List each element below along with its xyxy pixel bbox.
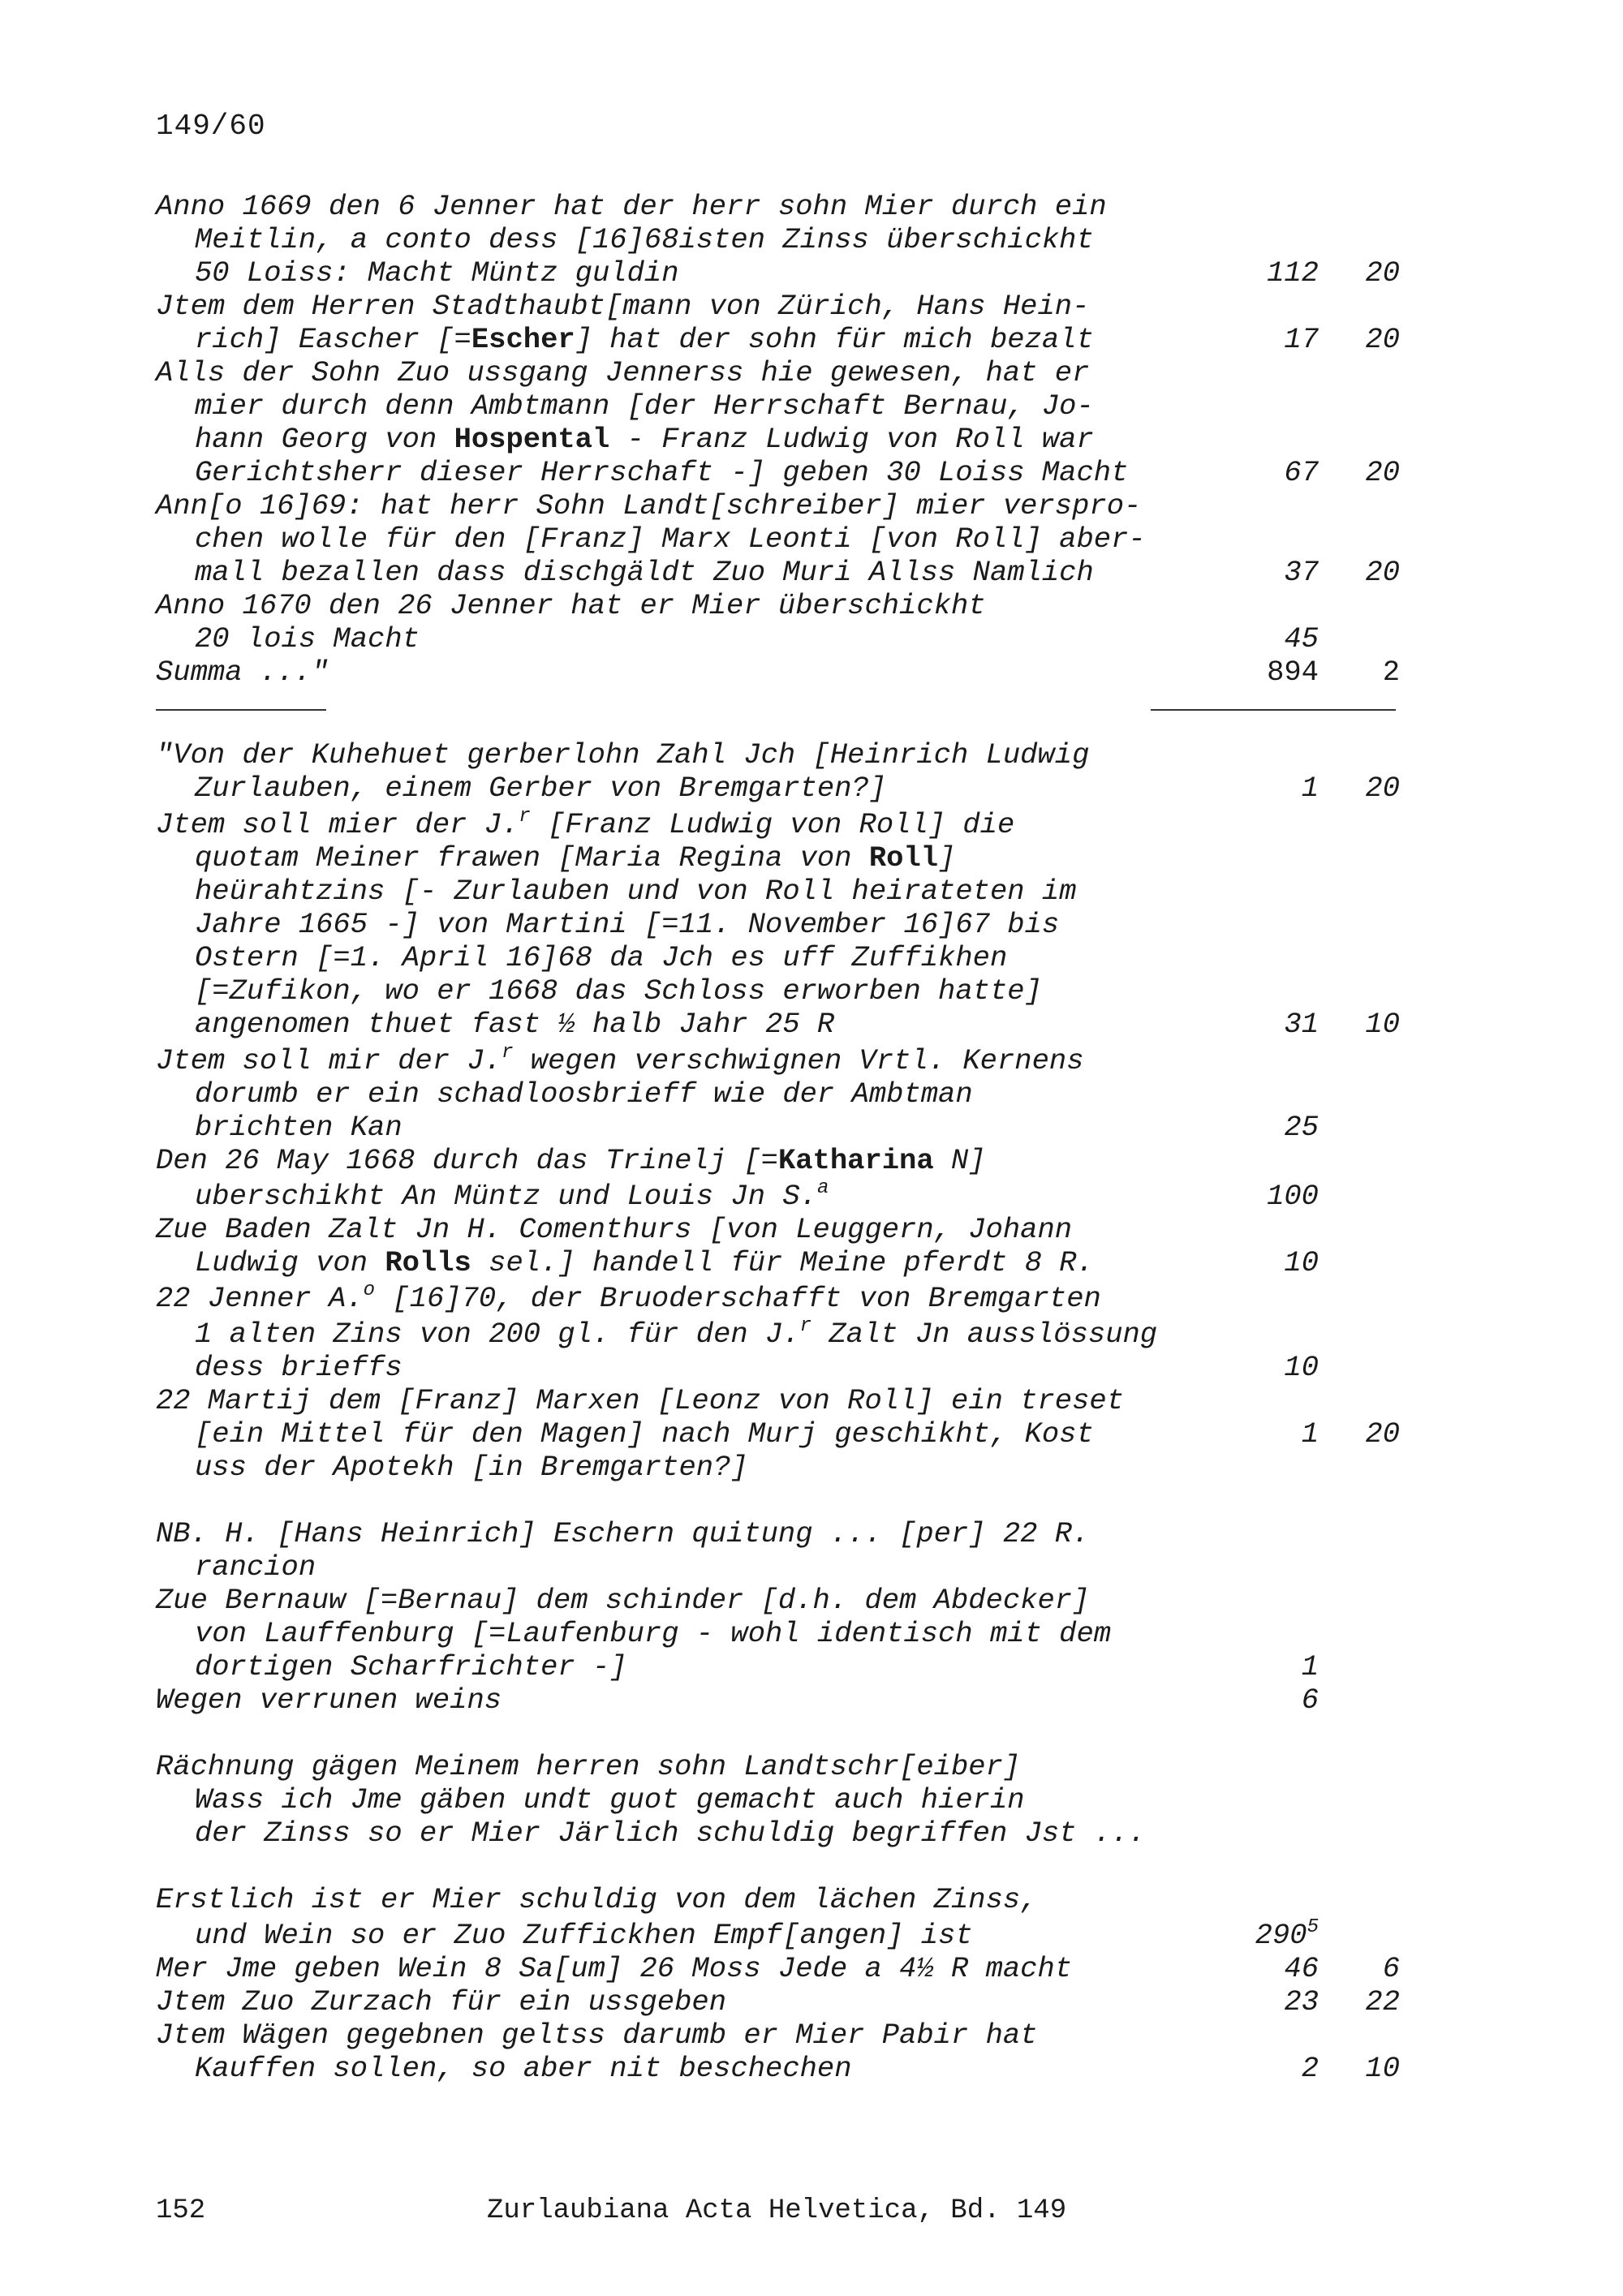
- ledger-line: [0, 1213, 1623, 1246]
- ledger-line: [0, 738, 1623, 772]
- line-text: Wass ich Jme gäben undt guot gemacht auch hierin: [195, 1783, 1025, 1817]
- ledger-line: [0, 1451, 1623, 1484]
- ledger-line: [0, 323, 1623, 356]
- line-text: 50 Loiss: Macht Müntz guldin: [195, 256, 679, 290]
- line-text: [ein Mittel für den Magen] nach Murj geschikht, Kost: [195, 1417, 1094, 1451]
- ledger-line: [0, 589, 1623, 622]
- amount-sub: 20: [1365, 1417, 1400, 1451]
- ledger-line: [0, 1144, 1623, 1177]
- ledger-line: [0, 1916, 1623, 1952]
- ledger-line: [0, 2019, 1623, 2052]
- line-text: [=Zufikon, wo er 1668 das Schloss erworben hatte]: [195, 974, 1042, 1008]
- line-text: Jtem Zuo Zurzach für ein ussgeben: [156, 1985, 727, 2019]
- line-text: NB. H. [Hans Heinrich] Eschern quitung ... [per] 22 R.: [156, 1517, 1090, 1550]
- amount-main: 25: [1284, 1111, 1319, 1144]
- line-text: dortigen Scharfrichter -]: [195, 1650, 627, 1683]
- line-text: "Von der Kuhehuet gerberlohn Zahl Jch [Heinrich Ludwig: [156, 738, 1090, 772]
- line-text: Den 26 May 1668 durch das Trinelj [=Katharina N]: [156, 1144, 986, 1177]
- ledger-line: [0, 1384, 1623, 1417]
- ledger-line: [0, 1650, 1623, 1683]
- line-text: Rächnung gägen Meinem herren sohn Landtschr[eiber]: [156, 1750, 1021, 1783]
- amount-main: 37: [1284, 556, 1319, 589]
- ledger-line: [0, 522, 1623, 556]
- amount-main: 1: [1301, 1650, 1319, 1683]
- amount-main: 23: [1284, 1985, 1319, 2019]
- line-text: Alls der Sohn Zuo ussgang Jennerss hie gewesen, hat er: [156, 356, 1090, 389]
- ledger-line: [0, 1111, 1623, 1144]
- line-text: Anno 1670 den 26 Jenner hat er Mier überschickht: [156, 589, 986, 622]
- line-text: Summa ...": [156, 656, 329, 689]
- amount-main: 17: [1284, 323, 1319, 356]
- amount-sub: 22: [1365, 1985, 1400, 2019]
- line-text: Zue Baden Zalt Jn H. Comenthurs [von Leuggern, Johann: [156, 1213, 1073, 1246]
- amount-sub: 2: [1382, 656, 1400, 689]
- ledger-line: [0, 456, 1623, 489]
- ledger-line: [0, 1351, 1623, 1384]
- ledger-line: [0, 256, 1623, 290]
- amount-main: $290^5$: [1255, 1916, 1319, 1952]
- ledger-line: [0, 356, 1623, 389]
- ledger-line: [0, 1883, 1623, 1916]
- summa-underline-left: [156, 709, 326, 711]
- line-text: angenomen thuet fast ½ halb Jahr 25 R: [195, 1008, 835, 1041]
- amount-main: 31: [1284, 1008, 1319, 1041]
- line-text: rich] Eascher [=Escher] hat der sohn für mich bezalt: [195, 323, 1094, 356]
- ledger-line: [0, 423, 1623, 456]
- ledger-line: [0, 556, 1623, 589]
- amount-sub: 20: [1365, 556, 1400, 589]
- ledger-line: [0, 875, 1623, 908]
- ledger-line: [0, 1279, 1623, 1315]
- line-text: uberschikht An Müntz und Louis Jn S.$^a$: [195, 1177, 829, 1213]
- ledger-line: [0, 941, 1623, 974]
- ledger-line: [0, 908, 1623, 941]
- amount-sub: 10: [1365, 1008, 1400, 1041]
- footer-publication: Zurlaubiana Acta Helvetica, Bd. 149: [487, 2195, 1067, 2226]
- line-text: Zurlauben, einem Gerber von Bremgarten?]: [195, 772, 887, 805]
- ledger-line: [0, 489, 1623, 522]
- line-text: chen wolle für den [Franz] Marx Leonti [von Roll] aber-: [195, 522, 1146, 556]
- ledger-line: [0, 1985, 1623, 2019]
- line-text: heürahtzins [- Zurlauben und von Roll heirateten im: [195, 875, 1077, 908]
- ledger-line: [0, 622, 1623, 656]
- ledger-line: [0, 1750, 1623, 1783]
- line-text: mall bezallen dass dischgäldt Zuo Muri Allss Namlich: [195, 556, 1094, 589]
- ledger-line: [0, 1550, 1623, 1584]
- ledger-line: [0, 1783, 1623, 1817]
- line-text: Zue Bernauw [=Bernau] dem schinder [d.h. dem Abdecker]: [156, 1584, 1090, 1617]
- line-text: Gerichtsherr dieser Herrschaft -] geben 30 Loiss Macht: [195, 456, 1129, 489]
- line-text: Jtem dem Herren Stadthaubt[mann von Zürich, Hans Hein-: [156, 290, 1090, 323]
- amount-main: 45: [1284, 622, 1319, 656]
- amount-main: 100: [1267, 1180, 1319, 1213]
- amount-sub: 20: [1365, 256, 1400, 290]
- line-text: Jtem Wägen gegebnen geltss darumb er Mier Pabir hat: [156, 2019, 1038, 2052]
- ledger-line: [0, 808, 1623, 841]
- line-text: Erstlich ist er Mier schuldig von dem lächen Zinss,: [156, 1883, 1038, 1916]
- amount-main: 46: [1284, 1952, 1319, 1985]
- ledger-line: [0, 1077, 1623, 1111]
- line-text: 20 lois Macht: [195, 622, 420, 656]
- ledger-line: [0, 1517, 1623, 1550]
- line-text: der Zinss so er Mier Järlich schuldig begriffen Jst ...: [195, 1817, 1146, 1850]
- page-id: 149/60: [156, 110, 266, 143]
- amount-main: 1: [1301, 772, 1319, 805]
- line-text: dorumb er ein schadloosbrieff wie der Ambtman: [195, 1077, 973, 1111]
- amount-main: 894: [1267, 656, 1319, 689]
- line-text: Jahre 1665 -] von Martini [=11. November 16]67 bis: [195, 908, 1060, 941]
- line-text: von Lauffenburg [=Laufenburg - wohl identisch mit dem: [195, 1617, 1112, 1650]
- line-text: Kauffen sollen, so aber nit beschechen: [195, 2052, 852, 2085]
- line-text: rancion: [195, 1550, 316, 1584]
- amount-main: 112: [1267, 256, 1319, 290]
- line-text: brichten Kan: [195, 1111, 403, 1144]
- line-text: quotam Meiner frawen [Maria Regina von Roll]: [195, 841, 956, 875]
- ledger-line: [0, 290, 1623, 323]
- line-text: Meitlin, a conto dess [16]68isten Zinss überschickht: [195, 223, 1094, 256]
- ledger-line: [0, 1044, 1623, 1077]
- ledger-line: [0, 1177, 1623, 1213]
- summa-underline-right: [1151, 709, 1396, 711]
- line-text: dess brieffs: [195, 1351, 403, 1384]
- ledger-line: [0, 1315, 1623, 1351]
- line-text: Mer Jme geben Wein 8 Sa[um] 26 Moss Jede a 4½ R macht: [156, 1952, 1073, 1985]
- ledger-line: [0, 1584, 1623, 1617]
- line-text: 22 Jenner A.$^o$ [16]70, der Bruoderschafft von Bremgarten: [156, 1279, 1101, 1315]
- amount-sub: 20: [1365, 772, 1400, 805]
- ledger-line: [0, 974, 1623, 1008]
- line-text: Ostern [=1. April 16]68 da Jch es uff Zuffikhen: [195, 941, 1008, 974]
- line-text: Wegen verrunen weins: [156, 1683, 502, 1717]
- amount-main: 67: [1284, 456, 1319, 489]
- amount-main: 10: [1284, 1351, 1319, 1384]
- ledger-line: [0, 190, 1623, 223]
- ledger-line: [0, 1617, 1623, 1650]
- line-text: Anno 1669 den 6 Jenner hat der herr sohn Mier durch ein: [156, 190, 1107, 223]
- amount-sub: 6: [1382, 1952, 1400, 1985]
- amount-main: 2: [1301, 2052, 1319, 2085]
- ledger-line: [0, 772, 1623, 805]
- line-text: hann Georg von Hospental - Franz Ludwig von Roll war: [195, 423, 1094, 456]
- ledger-line: [0, 1008, 1623, 1041]
- amount-main: 1: [1301, 1417, 1319, 1451]
- line-text: uss der Apotekh [in Bremgarten?]: [195, 1451, 748, 1484]
- ledger-line: [0, 389, 1623, 423]
- line-text: 22 Martij dem [Franz] Marxen [Leonz von Roll] ein treset: [156, 1384, 1124, 1417]
- amount-main: 6: [1301, 1683, 1319, 1717]
- line-text: und Wein so er Zuo Zuffickhen Empf[angen] ist: [195, 1919, 973, 1952]
- footer-page-number: 152: [156, 2195, 206, 2226]
- ledger-line: [0, 223, 1623, 256]
- amount-main: 10: [1284, 1246, 1319, 1279]
- ledger-line: [0, 1817, 1623, 1850]
- ledger-line: [0, 841, 1623, 875]
- line-text: 1 alten Zins von 200 gl. für den J.$^r$ Zalt Jn ausslössung: [195, 1315, 1158, 1351]
- ledger-line: [0, 1417, 1623, 1451]
- line-text: Jtem soll mier der J.$^r$ [Franz Ludwig von Roll] die: [156, 806, 1015, 841]
- amount-sub: 10: [1365, 2052, 1400, 2085]
- ledger-line: [0, 1683, 1623, 1717]
- line-text: Ann[o 16]69: hat herr Sohn Landt[schreiber] mier verspro-: [156, 489, 1142, 522]
- amount-sub: 20: [1365, 323, 1400, 356]
- ledger-line: [0, 1952, 1623, 1985]
- ledger-line: [0, 2052, 1623, 2085]
- line-text: Ludwig von Rolls sel.] handell für Meine pferdt 8 R.: [195, 1246, 1094, 1279]
- line-text: Jtem soll mir der J.$^r$ wegen verschwignen Vrtl. Kernens: [156, 1042, 1084, 1077]
- amount-sub: 20: [1365, 456, 1400, 489]
- line-text: mier durch denn Ambtmann [der Herrschaft Bernau, Jo-: [195, 389, 1094, 423]
- ledger-line: [0, 656, 1623, 689]
- ledger-line: [0, 1246, 1623, 1279]
